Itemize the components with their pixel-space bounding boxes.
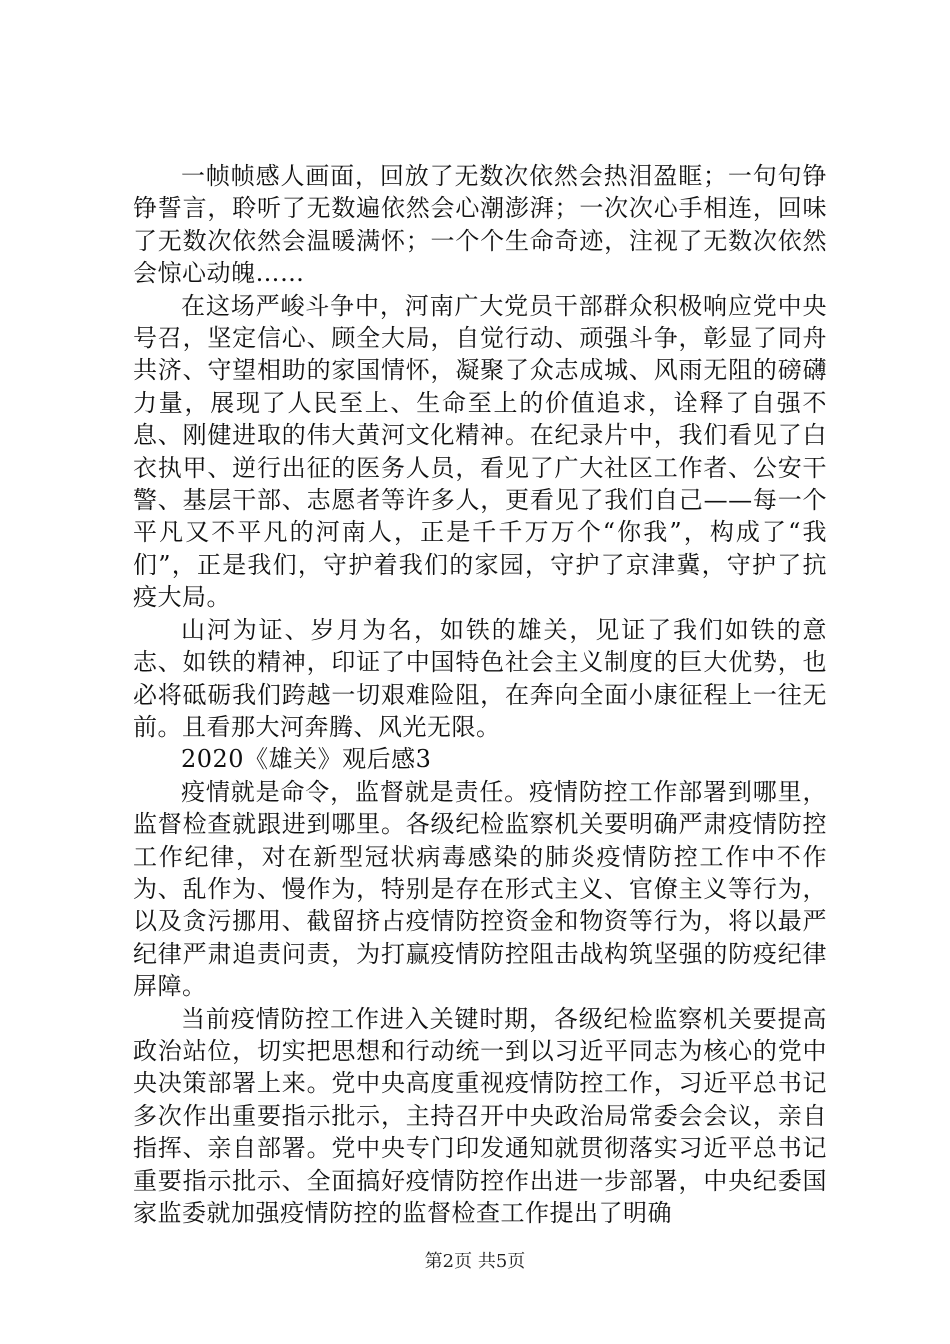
paragraph: 疫情就是命令，监督就是责任。疫情防控工作部署到哪里，监督检查就跟进到哪里。各级纪检监察机关要明确严肃疫情防控工作纪律，对在新型冠状病毒感染的肺炎疫情防控工作中不作为、乱作为、慢作为，特别是存在形式主义、官僚主义等行为，以及贪污挪用、截留挤占疫情防控资金和物资等行为，将以最严纪律严肃追责问责，为打赢疫情防控阻击战构筑坚强的防疫纪律屏障。 [133,777,827,1001]
paragraph: 在这场严峻斗争中，河南广大党员干部群众积极响应党中央号召，坚定信心、顾全大局，自觉行动、顽强斗争，彰显了同舟共济、守望相助的家国情怀，凝聚了众志成城、风雨无阻的磅礴力量，展现了人民至上、生命至上的价值追求，诠释了自强不息、刚健进取的伟大黄河文化精神。在纪录片中，我们看见了白衣执甲、逆行出征的医务人员，看见了广大社区工作者、公安干警、基层干部、志愿者等许多人，更看见了我们自己——每一个平凡又不平凡的河南人，正是千千万万个“你我”，构成了“我们”，正是我们，守护着我们的家园，守护了京津冀，守护了抗疫大局。 [133,291,827,612]
paragraph: 山河为证、岁月为名，如铁的雄关，见证了我们如铁的意志、如铁的精神，印证了中国特色社会主义制度的巨大优势，也必将砥砺我们跨越一切艰难险阻，在奔向全面小康征程上一往无前。且看那大河奔腾、风光无限。 [133,615,827,741]
paragraph: 一帧帧感人画面，回放了无数次依然会热泪盈眶；一句句铮铮誓言，聆听了无数遍依然会心潮澎湃；一次次心手相连，回味了无数次依然会温暖满怀；一个个生命奇迹，注视了无数次依然会惊心动魄…… [133,162,827,288]
page-number-footer: 第2页 共5页 [424,1251,526,1272]
paragraph: 当前疫情防控工作进入关键时期，各级纪检监察机关要提高政治站位，切实把思想和行动统一到以习近平同志为核心的党中央决策部署上来。党中央高度重视疫情防控工作，习近平总书记多次作出重要指示批示，主持召开中央政治局常委会会议，亲自指挥、亲自部署。党中央专门印发通知就贯彻落实习近平总书记重要指示批示、全面搞好疫情防控作出进一步部署，中央纪委国家监委就加强疫情防控的监督检查工作提出了明确 [133,1004,827,1227]
section-heading: 2020《雄关》观后感3 [181,745,432,774]
document-body [133,160,827,1229]
